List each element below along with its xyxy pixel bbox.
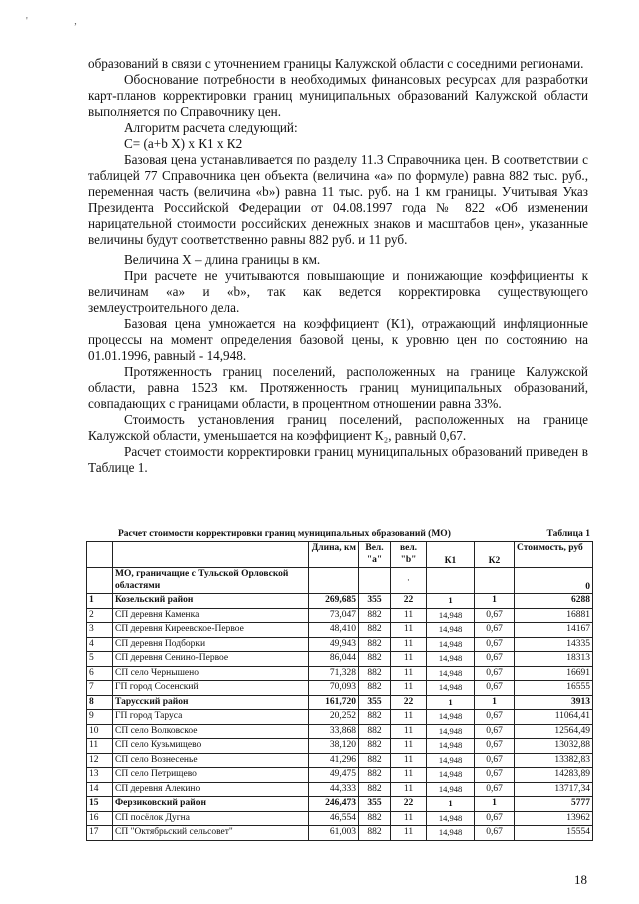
header-a: Вел. "а" <box>359 542 391 568</box>
row-name: СП село Волковское <box>113 724 309 739</box>
row-k1: 14,948 <box>427 768 475 783</box>
row-number: 17 <box>87 826 113 841</box>
formula: С= (а+b X) х К1 х К2 <box>124 136 243 151</box>
row-length: 38,120 <box>309 739 359 754</box>
row-length: 44,333 <box>309 782 359 797</box>
row-k2: 0,67 <box>475 637 515 652</box>
row-k2: 0,67 <box>475 710 515 725</box>
row-cost: 13962 <box>515 811 593 826</box>
row-b: 11 <box>391 826 427 841</box>
row-k2: 0,67 <box>475 739 515 754</box>
cost-table <box>86 541 593 841</box>
table-row <box>87 826 593 841</box>
row-k2: 0,67 <box>475 724 515 739</box>
table-caption-row <box>86 528 592 541</box>
row-number: 10 <box>87 724 113 739</box>
row-name: СП посёлок Дугна <box>113 811 309 826</box>
row-a: 882 <box>359 782 391 797</box>
row-cost: 15554 <box>515 826 593 841</box>
row-number: 4 <box>87 637 113 652</box>
row-k2: 0,67 <box>475 623 515 638</box>
row-number: 13 <box>87 768 113 783</box>
row-number: 2 <box>87 608 113 623</box>
row-number: 5 <box>87 652 113 667</box>
row-a: 882 <box>359 608 391 623</box>
row-k1: 14,948 <box>427 826 475 841</box>
row-length: 33,868 <box>309 724 359 739</box>
row-length: 71,328 <box>309 666 359 681</box>
table-number: Таблица 1 <box>546 529 590 539</box>
row-cost: 16881 <box>515 608 593 623</box>
row-k2: 0,67 <box>475 826 515 841</box>
table-header-row <box>87 542 593 568</box>
row-length: 46,554 <box>309 811 359 826</box>
row-b: 11 <box>391 739 427 754</box>
row-a: 882 <box>359 753 391 768</box>
row-name: СП село Чернышено <box>113 666 309 681</box>
row-k1: 14,948 <box>427 753 475 768</box>
table-row <box>87 797 593 812</box>
row-b: 11 <box>391 681 427 696</box>
row-cost: 16691 <box>515 666 593 681</box>
row-a: 882 <box>359 710 391 725</box>
row-k1: 14,948 <box>427 681 475 696</box>
row-k1: 14,948 <box>427 782 475 797</box>
row-k2: 0,67 <box>475 811 515 826</box>
row-length: 41,296 <box>309 753 359 768</box>
row-a: 882 <box>359 666 391 681</box>
row-b: 11 <box>391 753 427 768</box>
row-b: 11 <box>391 623 427 638</box>
row-length: 86,044 <box>309 652 359 667</box>
row-k2: 0,67 <box>475 608 515 623</box>
row-b: 11 <box>391 724 427 739</box>
table-body <box>87 594 593 841</box>
row-k2: 0,67 <box>475 652 515 667</box>
row-a: 355 <box>359 797 391 812</box>
row-a: 882 <box>359 623 391 638</box>
row-number: 12 <box>87 753 113 768</box>
row-b: 11 <box>391 652 427 667</box>
header-cost: Стоимость, руб <box>515 542 593 568</box>
row-k1: 14,948 <box>427 710 475 725</box>
table-row <box>87 623 593 638</box>
paragraph-k2: Стоимость установления границ поселений, расположенных на границе Калужской области, уменьшается на коэффициент К₂, равный 0,67. <box>88 412 588 443</box>
table-row <box>87 724 593 739</box>
paragraph-border-length: Протяженность границ поселений, расположенных на границе Калужской области, равна 1523 км. Протяженность границ муниципальных образований, совпадающих с границами области, в процентном отношении равна 33%. <box>88 364 588 411</box>
paragraph-k1: Базовая цена умножается на коэффициент (К1), отражающий инфляционные процессы на момент определения базовой цены, к уровню цен по состоянию на 01.01.1996, равный - 14,948. <box>88 316 588 363</box>
row-b: 11 <box>391 608 427 623</box>
row-name: ГП город Сосенский <box>113 681 309 696</box>
row-a: 882 <box>359 768 391 783</box>
row-length: 20,252 <box>309 710 359 725</box>
table-row <box>87 768 593 783</box>
row-a: 882 <box>359 637 391 652</box>
group-value: 0 <box>515 568 593 594</box>
row-length: 161,720 <box>309 695 359 710</box>
paragraph-algorithm-intro: Алгоритм расчета следующий: <box>124 120 298 135</box>
row-number: 16 <box>87 811 113 826</box>
row-length: 49,475 <box>309 768 359 783</box>
table-row <box>87 695 593 710</box>
row-number: 6 <box>87 666 113 681</box>
row-a: 882 <box>359 826 391 841</box>
paragraph-coefficients: При расчете не учитываются повышающие и понижающие коэффициенты к величинам «а» и «b», так как ведется корректировка существующего землеустроительного дела. <box>88 268 588 315</box>
row-name: СП село Кузьмищево <box>113 739 309 754</box>
row-cost: 5777 <box>515 797 593 812</box>
row-cost: 13382,83 <box>515 753 593 768</box>
paragraph-table-ref: Расчет стоимости корректировки границ муниципальных образований приведен в Таблице 1. <box>88 444 588 475</box>
row-cost: 14283,89 <box>515 768 593 783</box>
row-k2: 0,67 <box>475 768 515 783</box>
row-cost: 12564,49 <box>515 724 593 739</box>
row-cost: 3913 <box>515 695 593 710</box>
row-a: 882 <box>359 724 391 739</box>
paragraph-base-price: Базовая цена устанавливается по разделу 11.3 Справочника цен. В соответствии с таблицей 77 Справочника цен объекта (величина «а» по формуле) равна 882 тыс. руб., переменная часть (величина «b») равна 11 тыс. руб. на 1 км границы. Учитывая Указ Президента Российской Федерации от 04.08.1997 года № 822 «Об изменении нарицательной стоимости российских денежных знаков и масштабов цен», указанные величины будут соответственно равны 882 руб. и 11 руб. <box>88 152 588 247</box>
row-k1: 1 <box>427 594 475 609</box>
table-row <box>87 811 593 826</box>
row-k2: 0,67 <box>475 753 515 768</box>
row-k1: 14,948 <box>427 608 475 623</box>
row-k1: 14,948 <box>427 666 475 681</box>
row-k2: 1 <box>475 797 515 812</box>
row-name: СП деревня Каменка <box>113 608 309 623</box>
row-k1: 14,948 <box>427 811 475 826</box>
group-mark: · <box>391 568 427 594</box>
row-k1: 14,948 <box>427 637 475 652</box>
row-name: СП деревня Алекино <box>113 782 309 797</box>
paragraph-justification: Обоснование потребности в необходимых финансовых ресурсах для разработки карт-планов корректировки границ муниципальных образований Калужской области выполняется по Справочнику цен. <box>88 72 588 119</box>
row-a: 882 <box>359 681 391 696</box>
row-b: 11 <box>391 666 427 681</box>
row-name: Козельский район <box>113 594 309 609</box>
row-number: 3 <box>87 623 113 638</box>
row-a: 355 <box>359 594 391 609</box>
row-b: 11 <box>391 811 427 826</box>
row-name: Тарусский район <box>113 695 309 710</box>
page-number: 18 <box>574 872 587 887</box>
row-length: 70,093 <box>309 681 359 696</box>
table-row <box>87 782 593 797</box>
row-length: 73,047 <box>309 608 359 623</box>
row-cost: 14167 <box>515 623 593 638</box>
row-a: 355 <box>359 695 391 710</box>
row-k1: 14,948 <box>427 739 475 754</box>
row-number: 14 <box>87 782 113 797</box>
row-k1: 14,948 <box>427 652 475 667</box>
header-name <box>113 542 309 568</box>
row-length: 269,685 <box>309 594 359 609</box>
row-name: СП деревня Сенино-Первое <box>113 652 309 667</box>
row-cost: 14335 <box>515 637 593 652</box>
row-number: 11 <box>87 739 113 754</box>
group-label: МО, граничащие с Тульской Орловской областями <box>113 568 309 594</box>
table-row <box>87 739 593 754</box>
row-b: 11 <box>391 768 427 783</box>
row-name: СП "Октябрьский сельсовет" <box>113 826 309 841</box>
cost-table-section <box>86 528 592 841</box>
row-b: 22 <box>391 594 427 609</box>
row-b: 11 <box>391 710 427 725</box>
row-cost: 6288 <box>515 594 593 609</box>
body-text <box>88 56 588 476</box>
header-b: вел. "b" <box>391 542 427 568</box>
table-row <box>87 710 593 725</box>
row-length: 49,943 <box>309 637 359 652</box>
row-number: 9 <box>87 710 113 725</box>
row-k2: 1 <box>475 695 515 710</box>
row-cost: 18313 <box>515 652 593 667</box>
row-cost: 13717,34 <box>515 782 593 797</box>
header-num <box>87 542 113 568</box>
row-k2: 0,67 <box>475 782 515 797</box>
row-k2: 0,67 <box>475 681 515 696</box>
table-row <box>87 608 593 623</box>
header-length: Длина, км <box>309 542 359 568</box>
row-cost: 13032,88 <box>515 739 593 754</box>
group-header-row <box>87 568 593 594</box>
row-k1: 1 <box>427 695 475 710</box>
row-b: 11 <box>391 782 427 797</box>
row-name: СП деревня Киреевское-Первое <box>113 623 309 638</box>
table-row <box>87 753 593 768</box>
row-k1: 1 <box>427 797 475 812</box>
row-number: 8 <box>87 695 113 710</box>
table-row <box>87 637 593 652</box>
row-number: 15 <box>87 797 113 812</box>
row-k2: 0,67 <box>475 666 515 681</box>
row-name: ГП город Таруса <box>113 710 309 725</box>
row-length: 61,003 <box>309 826 359 841</box>
row-name: СП село Петрищево <box>113 768 309 783</box>
row-cost: 11064,41 <box>515 710 593 725</box>
table-row <box>87 652 593 667</box>
row-cost: 16555 <box>515 681 593 696</box>
table-row <box>87 666 593 681</box>
row-k1: 14,948 <box>427 724 475 739</box>
row-number: 1 <box>87 594 113 609</box>
row-k2: 1 <box>475 594 515 609</box>
row-b: 11 <box>391 637 427 652</box>
row-a: 882 <box>359 811 391 826</box>
table-row <box>87 681 593 696</box>
row-b: 22 <box>391 695 427 710</box>
header-k1: К1 <box>427 542 475 568</box>
header-k2: К2 <box>475 542 515 568</box>
paragraph-continuation: образований в связи с уточнением границы Калужской области с соседними регионами. <box>88 56 584 71</box>
table-caption: Расчет стоимости корректировки границ муниципальных образований (МО) <box>118 529 451 539</box>
row-length: 246,473 <box>309 797 359 812</box>
row-a: 882 <box>359 739 391 754</box>
table-row <box>87 594 593 609</box>
row-b: 22 <box>391 797 427 812</box>
row-name: Ферзиковский район <box>113 797 309 812</box>
scan-corner-marks: ' , <box>26 16 99 27</box>
row-length: 48,410 <box>309 623 359 638</box>
paragraph-x-definition: Величина Х – длина границы в км. <box>124 252 321 267</box>
row-number: 7 <box>87 681 113 696</box>
row-name: СП деревня Подборки <box>113 637 309 652</box>
row-a: 882 <box>359 652 391 667</box>
row-name: СП село Вознесенье <box>113 753 309 768</box>
row-k1: 14,948 <box>427 623 475 638</box>
